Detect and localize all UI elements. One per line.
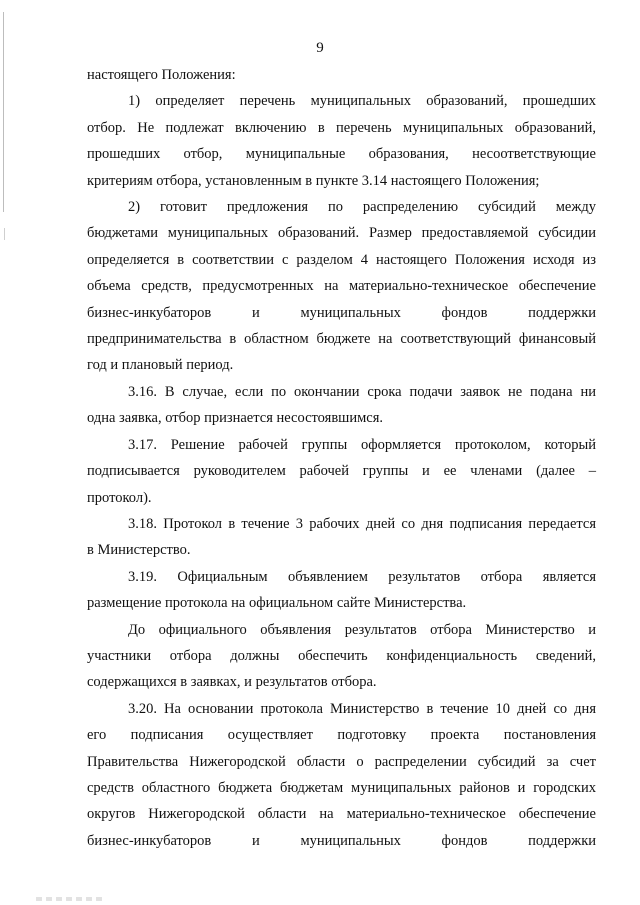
text-line: подписывается руководителем рабочей группы и ее членами (далее – (87, 463, 596, 480)
page-number: 9 (316, 40, 324, 56)
text-line: в Министерство. (87, 542, 191, 559)
text-line: округов Нижегородской области на материально-техническое обеспечение (87, 806, 596, 823)
text-line: 3.20. На основании протокола Министерство в течение 10 дней со дня (128, 700, 596, 717)
text-line: До официального объявления результатов отбора Министерство и (128, 621, 596, 638)
text-line: одна заявка, отбор признается несостоявшимся. (87, 410, 383, 427)
text-line: Правительства Нижегородской области о распределении субсидий за счет (87, 753, 596, 770)
text-line: средств областного бюджета бюджетам муниципальных районов и городских (87, 779, 596, 796)
text-line: предпринимательства в областном бюджете на соответствующий финансовый (87, 331, 596, 348)
scan-artifact (36, 897, 106, 901)
text-line: бизнес-инкубаторов и муниципальных фондов поддержки (87, 304, 596, 321)
text-line: 3.17. Решение рабочей группы оформляется протоколом, который (128, 436, 596, 453)
text-line: протокол). (87, 489, 152, 506)
text-line: критериям отбора, установленным в пункте 3.14 настоящего Положения; (87, 172, 540, 189)
text-line: содержащихся в заявках, и результатов отбора. (87, 674, 377, 691)
text-line: настоящего Положения: (87, 67, 236, 83)
text-line: бизнес-инкубаторов и муниципальных фондов поддержки (87, 832, 596, 849)
scan-edge-mark (4, 228, 5, 240)
text-line: его подписания осуществляет подготовку проекта постановления (87, 727, 596, 744)
text-line: прошедших отбор, муниципальные образования, несоответствующие (87, 146, 596, 163)
text-line: отбор. Не подлежат включению в перечень муниципальных образований, (87, 119, 596, 136)
text-line: объема средств, предусмотренных на материально-техническое обеспечение (87, 278, 596, 295)
text-line: участники отбора должны обеспечить конфиденциальность сведений, (87, 647, 596, 664)
text-line: 2) готовит предложения по распределению субсидий между (128, 199, 596, 216)
document-body (87, 62, 596, 854)
text-line: бюджетами муниципальных образований. Размер предоставляемой субсидии (87, 225, 596, 242)
body-text (87, 62, 596, 854)
text-line: 3.19. Официальным объявлением результатов отбора является (128, 568, 596, 585)
text-line: 3.16. В случае, если по окончании срока подачи заявок не подана ни (128, 383, 596, 400)
text-line: размещение протокола на официальном сайте Министерства. (87, 595, 467, 612)
text-line: 3.18. Протокол в течение 3 рабочих дней со дня подписания передается (128, 515, 596, 532)
text-line: 1) определяет перечень муниципальных образований, прошедших (128, 93, 596, 110)
text-line: год и плановый период. (87, 357, 234, 374)
text-line: определяется в соответствии с разделом 4 настоящего Положения исходя из (87, 251, 596, 268)
